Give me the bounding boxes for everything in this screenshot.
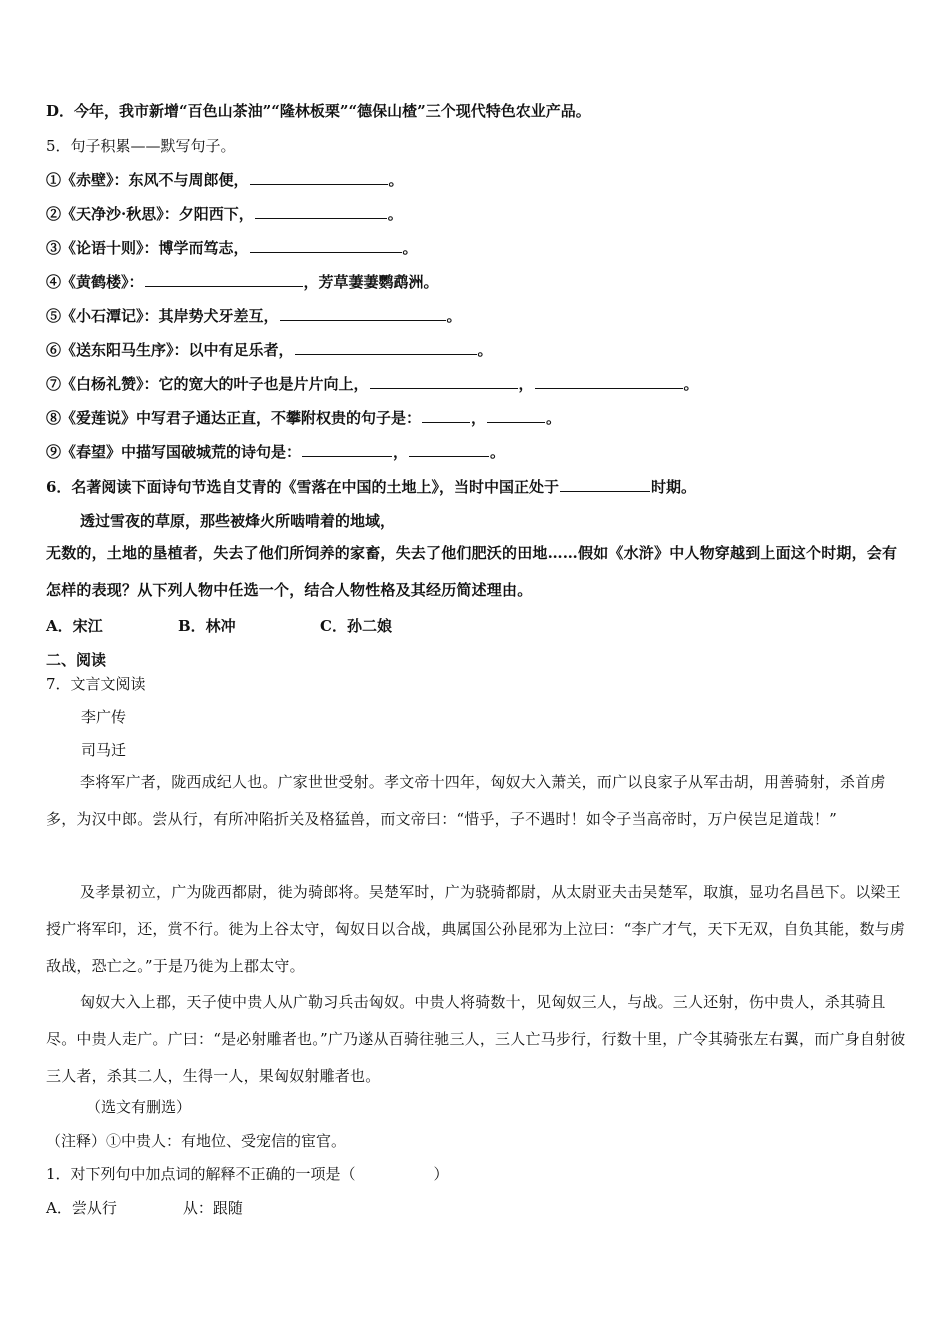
q5-item-5: ⑤《小石潭记》：其岸势犬牙差互， 。 (46, 307, 462, 325)
question-6-title: 6．名著阅读下面诗句节选自艾青的《雪落在中国的土地上》，当时中国正处于 时期。 (46, 478, 696, 496)
answer-blank[interactable] (302, 442, 392, 457)
option-c[interactable]: C．孙二娘 (320, 617, 392, 635)
answer-blank[interactable] (250, 170, 388, 185)
section-2-heading: 二、阅读 (46, 651, 107, 669)
answer-blank[interactable] (409, 442, 489, 457)
q6-options (46, 616, 392, 636)
article-paragraph-2: 及孝景初立，广为陇西都尉，徙为骑郎将。吴楚军时，广为骁骑都尉，从太尉亚夫击吴楚军，取旗，显功名昌邑下。以梁王授广将军印，还，赏不行。徙为上谷太守，匈奴日以合战，典属国公孙昆邪为上泣曰：“李广才气，天下无双，自负其能，数与虏敌战，恐亡之。”于是乃徙为上郡太守。 (46, 883, 906, 975)
option-a[interactable]: A．宋江 (46, 617, 103, 635)
answer-blank[interactable] (145, 272, 303, 287)
answer-blank[interactable] (560, 477, 650, 492)
article-paragraph-3: 匈奴大入上郡，天子使中贵人从广勒习兵击匈奴。中贵人将骑数十，见匈奴三人，与战。三人还射，伤中贵人，杀其骑且尽。中贵人走广。广曰：“是必射雕者也。”广乃遂从百骑往驰三人，三人亡马步行，行数十里，广令其骑张左右翼，而广身自射彼三人者，杀其二人，生得一人，果匈奴射雕者也。 (46, 993, 906, 1085)
q6-paragraph: 无数的，土地的垦植者，失去了他们所饲养的家畜，失去了他们肥沃的田地……假如《水浒》中人物穿越到上面这个时期，会有怎样的表现？从下列人物中任选一个，结合人物性格及其经历简述理由。 (46, 544, 898, 599)
q5-item-3: ③《论语十则》：博学而笃志， 。 (46, 239, 418, 257)
question-5-title: 5．句子积累——默写句子。 (46, 137, 236, 155)
answer-blank[interactable] (280, 306, 446, 321)
q5-item-6: ⑥《送东阳马生序》：以中有足乐者， 。 (46, 341, 493, 359)
q5-item-2: ②《天净沙·秋思》：夕阳西下， 。 (46, 205, 403, 223)
answer-blank[interactable] (535, 374, 683, 389)
question-7-title: 7．文言文阅读 (46, 675, 146, 693)
annotation: （注释）①中贵人：有地位、受宠信的宦官。 (46, 1132, 347, 1150)
excerpt-note: （选文有删选） (86, 1098, 192, 1116)
sub-question-1-option-a[interactable]: A．尝从行 从：跟随 (46, 1199, 243, 1217)
sub-question-1: 1．对下列句中加点词的解释不正确的一项是（ ） (46, 1165, 449, 1183)
answer-blank[interactable] (422, 408, 470, 423)
article-title: 李广传 (81, 708, 127, 726)
q5-item-9: ⑨《春望》中描写国破城荒的诗句是： ， 。 (46, 443, 506, 461)
answer-blank[interactable] (487, 408, 545, 423)
q5-item-7: ⑦《白杨礼赞》：它的宽大的叶子也是片片向上， ， 。 (46, 375, 699, 393)
q5-item-1: ①《赤壁》：东风不与周郎便， 。 (46, 171, 404, 189)
q5-item-8: ⑧《爱莲说》中写君子通达正直，不攀附权贵的句子是： ， 。 (46, 409, 562, 427)
answer-blank[interactable] (295, 340, 477, 355)
article-author: 司马迁 (81, 741, 127, 759)
poem-line: 透过雪夜的草原，那些被烽火所啮啃着的地域， (80, 512, 396, 530)
answer-blank[interactable] (370, 374, 518, 389)
article-paragraph-1: 李将军广者，陇西成纪人也。广家世世受射。孝文帝十四年，匈奴大入萧关，而广以良家子从军击胡，用善骑射，杀首虏多，为汉中郎。尝从行，有所冲陷折关及格猛兽，而文帝曰：“惜乎，子不遇时！如令子当高帝时，万户侯岂足道哉！” (46, 773, 886, 828)
option-d-line: D．今年，我市新增“百色山茶油”“隆林板栗”“德保山楂”三个现代特色农业产品。 (46, 102, 591, 120)
option-b[interactable]: B．林冲 (178, 617, 236, 635)
answer-blank[interactable] (255, 204, 387, 219)
q5-item-4: ④《黄鹤楼》： ，芳草萋萋鹦鹉洲。 (46, 273, 439, 291)
answer-blank[interactable] (250, 238, 402, 253)
